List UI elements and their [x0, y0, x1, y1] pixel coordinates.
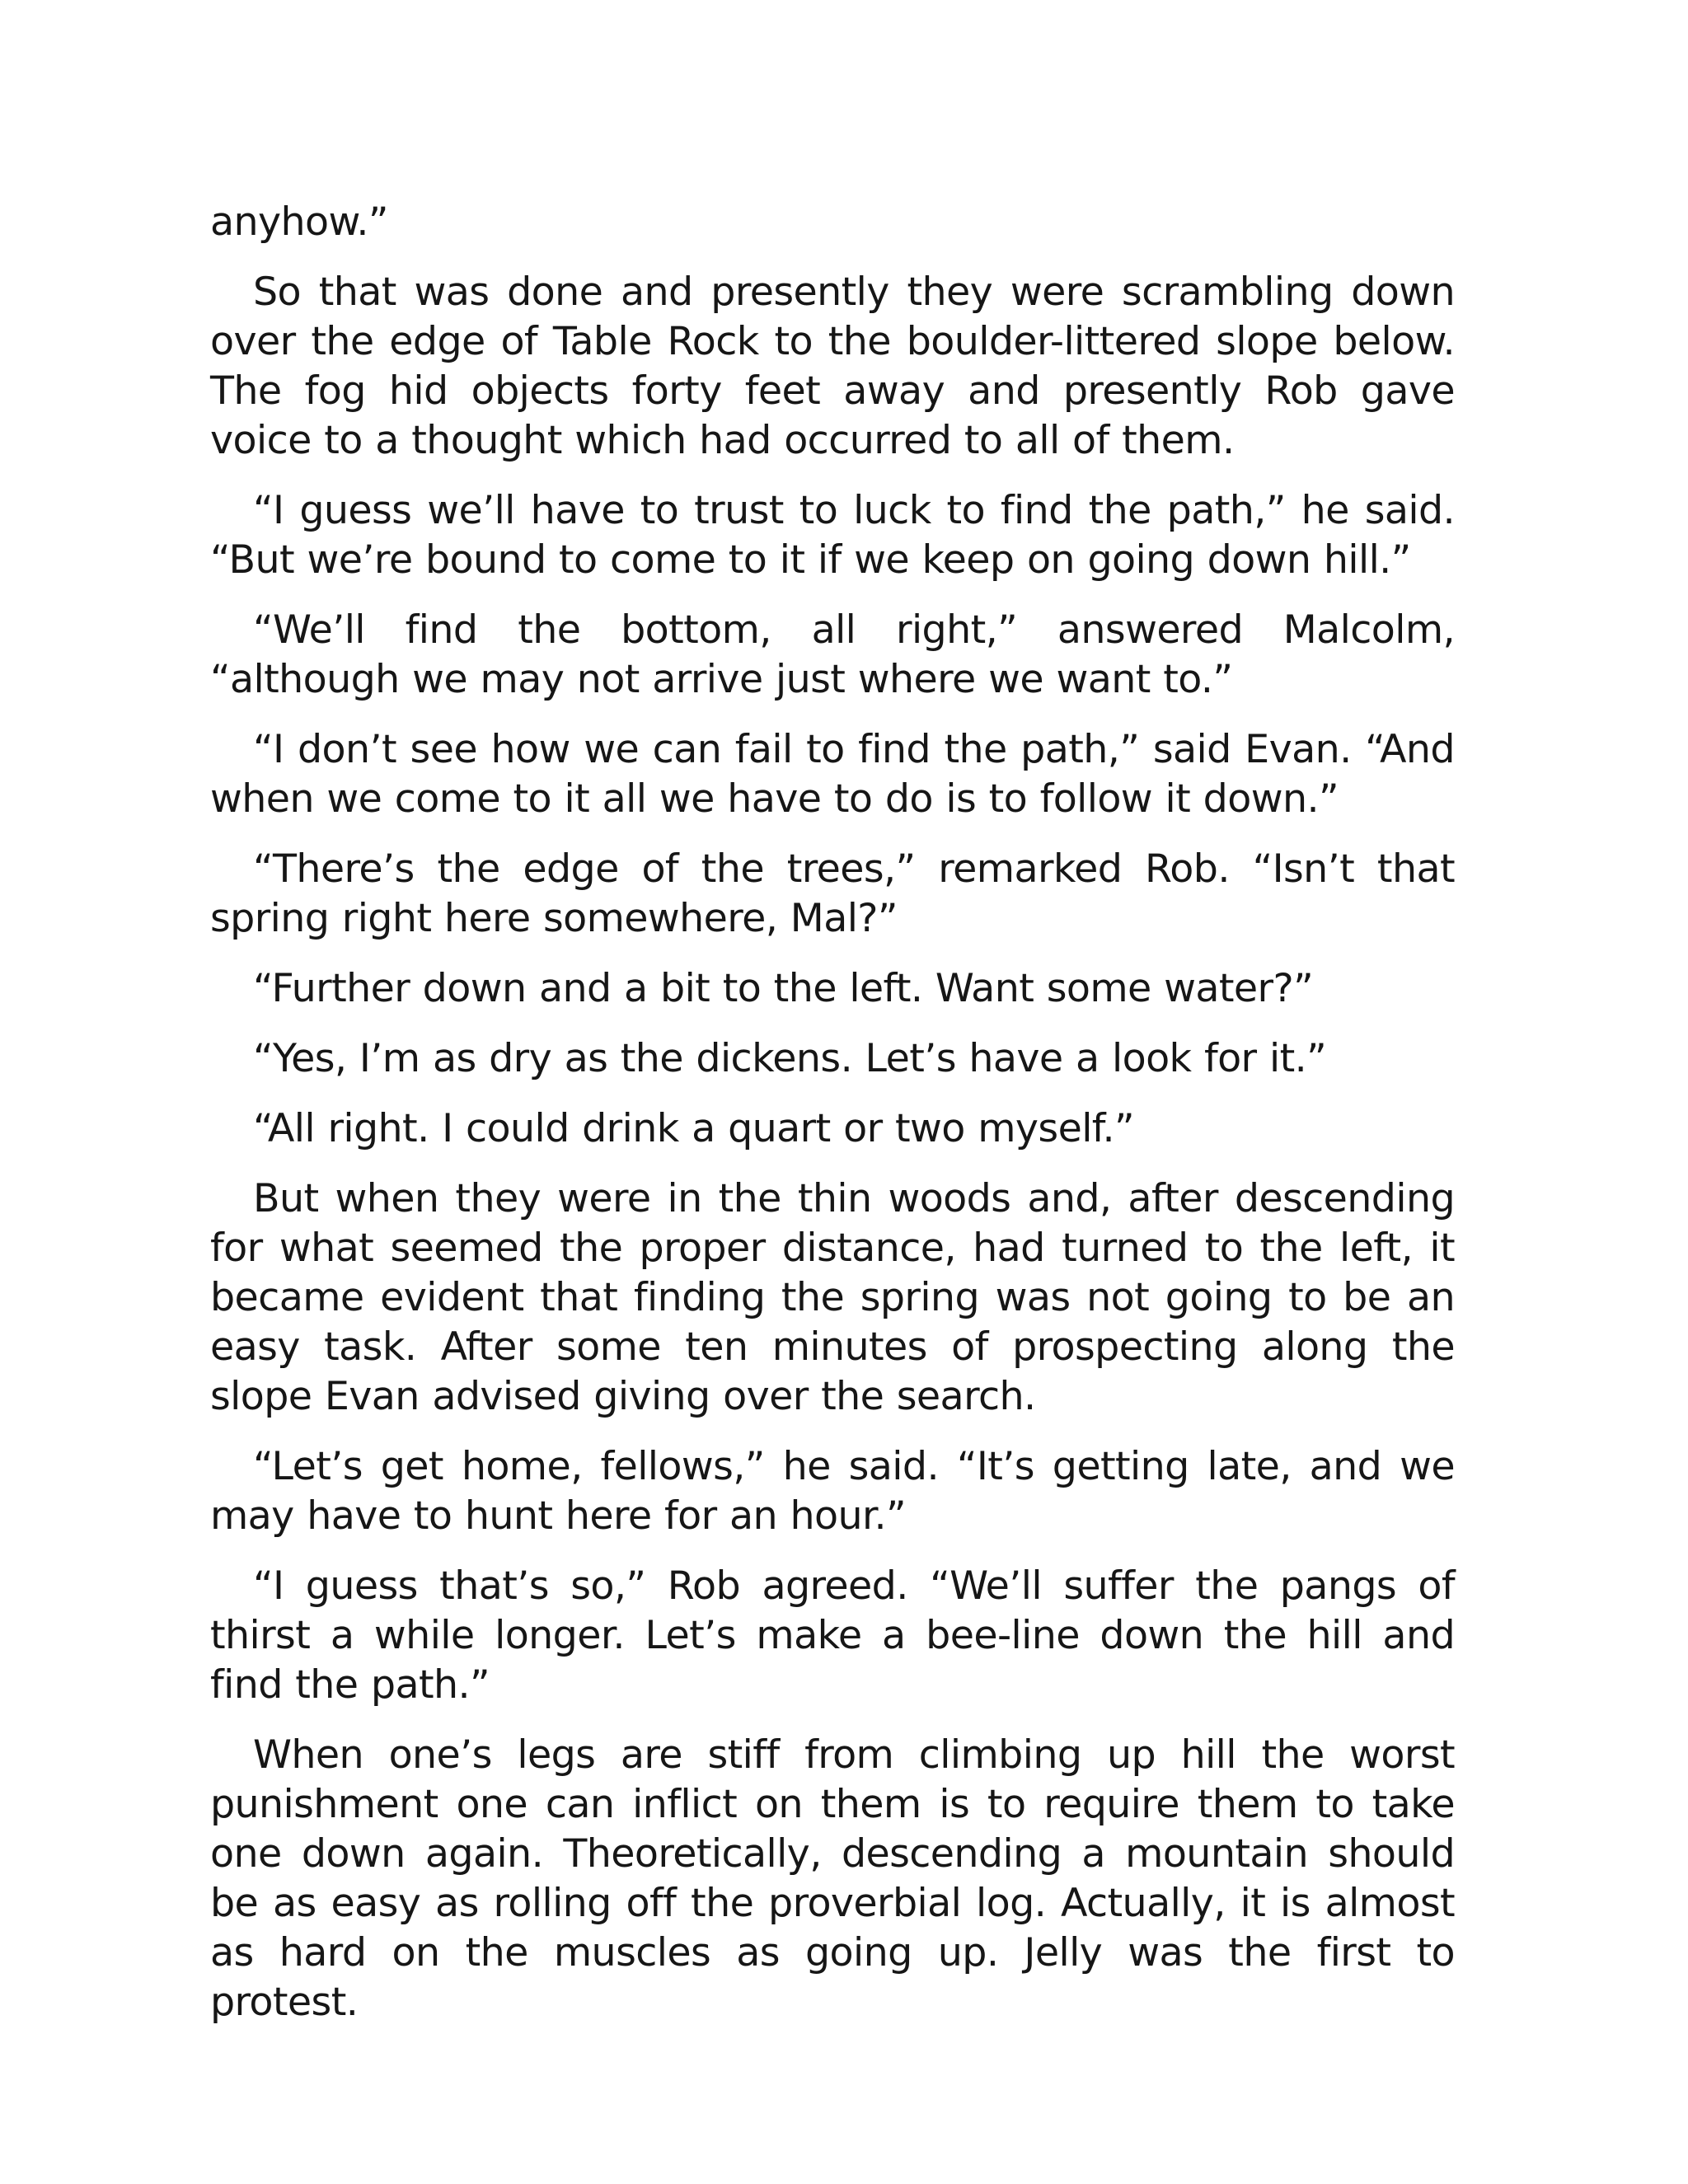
paragraph-9: “All right. I could drink a quart or two myself.” [253, 1106, 1134, 1151]
paragraph-11: “Let’s get home, fellows,” he said. “It’s getting late, and we may have to hunt here for an hour.” [210, 1444, 1455, 1539]
paragraph-6: “There’s the edge of the trees,” remarked Rob. “Isn’t that spring right here somewhere, Mal?” [210, 846, 1455, 941]
paragraph-5: “I don’t see how we can fail to find the path,” said Evan. “And when we come to it all we have to do is to follow it down.” [210, 727, 1455, 822]
paragraph-12: “I guess that’s so,” Rob agreed. “We’ll suffer the pangs of thirst a while longer. Let’s make a bee-line down the hill and find the path.” [210, 1563, 1455, 1708]
paragraph-10: But when they were in the thin woods and, after descending for what seemed the proper distance, had turned to the left, it became evident that finding the spring was not going to be an easy task. After some ten minutes of prospecting along the slope Evan advised giving over the search. [210, 1176, 1455, 1419]
page-body [210, 198, 1455, 2048]
paragraph-3: “I guess we’ll have to trust to luck to find the path,” he said. “But we’re bound to come to it if we keep on going down hill.” [210, 488, 1455, 583]
paragraph-4: “We’ll find the bottom, all right,” answered Malcolm, “although we may not arrive just where we want to.” [210, 607, 1455, 702]
paragraph-7: “Further down and a bit to the left. Want some water?” [253, 966, 1314, 1011]
paragraph-2: So that was done and presently they were scrambling down over the edge of Table Rock to the boulder-littered slope below. The fog hid objects forty feet away and presently Rob gave voice to a thought which had occurred to all of them. [210, 269, 1455, 463]
paragraph-1: anyhow.” [210, 199, 388, 245]
paragraph-8: “Yes, I’m as dry as the dickens. Let’s have a look for it.” [253, 1036, 1327, 1081]
paragraph-13: When one’s legs are stiff from climbing up hill the worst punishment one can inflict on them is to require them to take one down again. Theoretically, descending a mountain should be as easy as rolling off the proverbial log. Actually, it is almost as hard on the muscles as going up. Jelly was the first to protest. [210, 1732, 1455, 2025]
